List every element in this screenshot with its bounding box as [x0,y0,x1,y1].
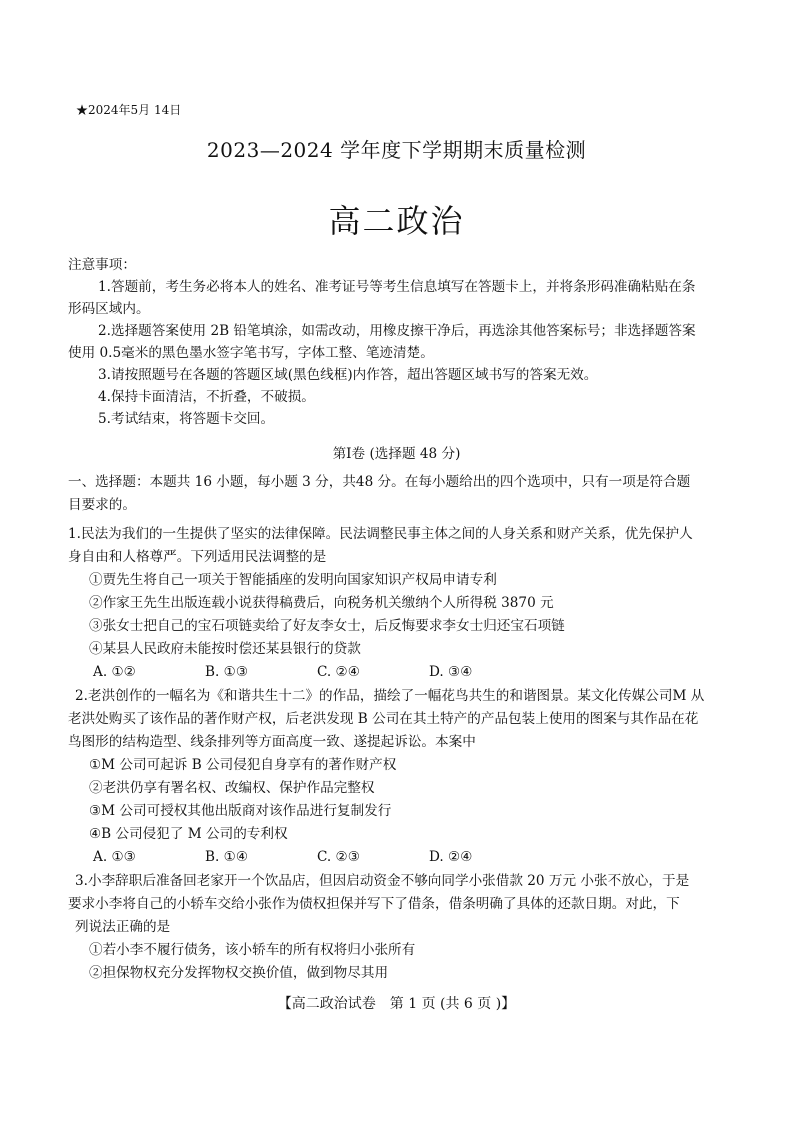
option-c: C. ②④ [317,664,360,680]
question-stem: 3.小李辞职后准备回老家开一个饮品店，但因启动资金不够向同学小张借款 20 万元 小张不放心，于是 [75,873,690,889]
question-stem: 鸟图形的结构造型、线条排列等方面高度一致、遂提起诉讼。本案中 [68,734,476,750]
notice-heading: 注意事项： [68,257,136,273]
notice-item: 4.保持卡面清洁，不折叠，不破损。 [98,389,315,405]
section-instruction: 一、选择题：本题共 16 小题，每小题 3 分，共48 分。在每小题给出的四个选项中，只有一项是符合题 [68,474,691,490]
question-item: ④某县人民政府未能按时偿还某县银行的贷款 [89,641,361,657]
option-d: D. ③④ [429,664,473,680]
option-c: C. ②③ [317,849,360,865]
question-item: ①M 公司可起诉 B 公司侵犯自身享有的著作财产权 [89,757,397,773]
option-a: A. ①③ [93,849,136,865]
question-item: ①贾先生将自己一项关于智能插座的发明向国家知识产权局申请专利 [89,572,497,588]
question-item: ②老洪仍享有署名权、改编权、保护作品完整权 [89,780,375,796]
notice-item: 1.答题前，考生务必将本人的姓名、准考证号等考生信息填写在答题卡上，并将条形码准确粘贴在条 [98,279,696,295]
exam-title: 2023—2024 学年度下学期期末质量检测 [206,138,587,162]
question-item: ④B 公司侵犯了 M 公司的专利权 [89,826,288,842]
section-title: 第Ⅰ卷 (选择题 48 分) [332,446,461,462]
subject-title: 高二政治 [328,202,465,240]
exam-date: ★2024年5月 14日 [76,103,182,117]
question-item: ③M 公司可授权其他出版商对该作品进行复制发行 [89,803,392,819]
option-a: A. ①② [93,664,136,680]
question-stem: 列说法正确的是 [75,919,171,935]
option-d: D. ②④ [429,849,473,865]
option-b: B. ①③ [205,664,249,680]
question-item: ②担保物权充分发挥物权交换价值，做到物尽其用 [89,965,389,981]
question-stem: 老洪处购买了该作品的著作财产权，后老洪发现 B 公司在其土特产的产品包装上使用的图案与其作品在花 [68,711,699,727]
question-stem: 要求小李将自己的小轿车交给小张作为债权担保并写下了借条，借条明确了具体的还款日期。对此，下 [68,896,680,912]
question-item: ①若小李不履行债务，该小轿车的所有权将归小张所有 [89,942,416,958]
page-footer: 【高二政治试卷 第 1 页 (共 6 页 )】 [277,996,516,1012]
notice-item: 形码区域内。 [68,301,150,317]
notice-item: 使用 0.5毫米的黑色墨水签字笔书写，字体工整、笔迹清楚。 [68,345,434,361]
notice-item: 2.选择题答案使用 2B 铅笔填涂，如需改动，用橡皮擦干净后，再选涂其他答案标号；非选择题答案 [98,323,696,339]
notice-item: 3.请按照题号在各题的答题区域(黑色线框)内作答，超出答题区域书写的答案无效。 [98,367,598,383]
option-b: B. ①④ [205,849,249,865]
notice-item: 5.考试结束，将答题卡交回。 [98,411,275,427]
question-stem: 2.老洪创作的一幅名为《和谐共生十二》的作品，描绘了一幅花鸟共生的和谐图景。某文化传媒公司M 从 [75,688,705,704]
answer-options [93,661,541,683]
question-item: ②作家王先生出版连载小说获得稿费后，向税务机关缴纳个人所得税 3870 元 [89,595,554,611]
question-item: ③张女士把自己的宝石项链卖给了好友李女士，后反悔要求李女士归还宝石项链 [89,618,565,634]
question-stem: 1.民法为我们的一生提供了坚实的法律保障。民法调整民事主体之间的人身关系和财产关系，优先保护人 [68,526,693,542]
question-stem: 身自由和人格尊严。下列适用民法调整的是 [68,549,327,565]
section-instruction: 目要求的。 [68,497,136,513]
answer-options [93,846,541,868]
